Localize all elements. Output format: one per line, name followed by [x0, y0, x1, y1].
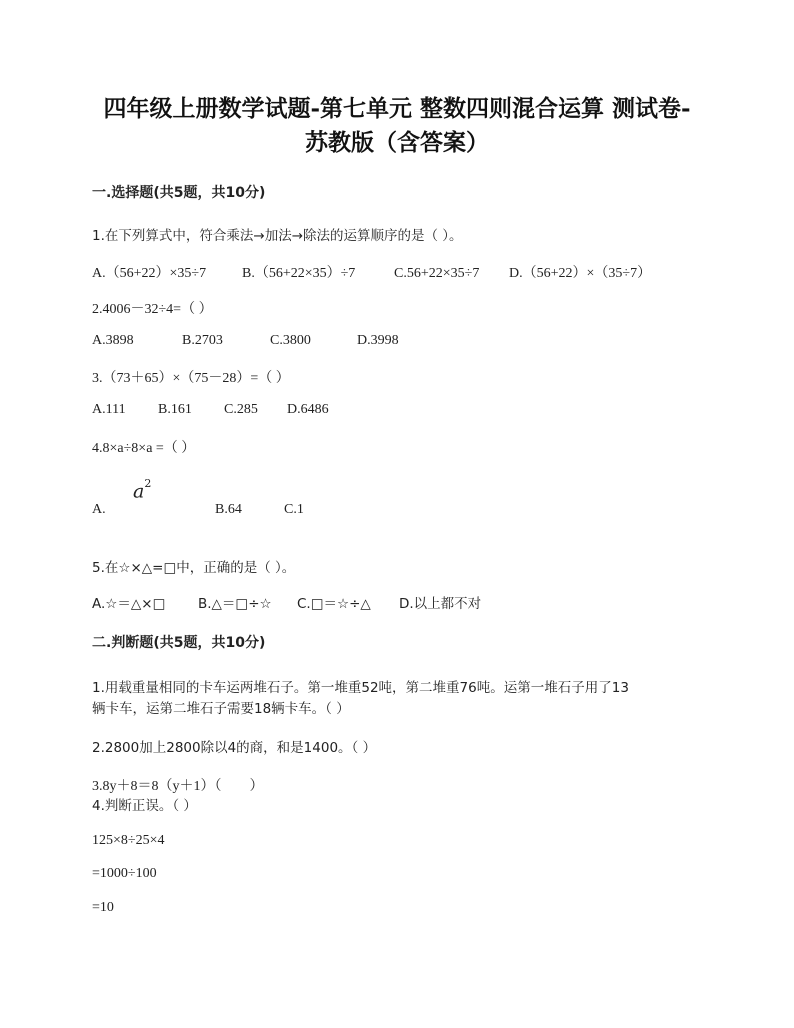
option-d: D.以上都不对	[399, 596, 482, 612]
question-text: 1.用载重量相同的卡车运两堆石子。第一堆重52吨，第二堆重76吨。运第一堆石子用了13	[92, 680, 629, 696]
section-heading-choice: 一.选择题(共5题，共10分)	[92, 185, 266, 201]
option-b: B.161	[158, 402, 192, 417]
question-text: 3.（73＋65）×（75－28）=（ ）	[92, 371, 290, 386]
option-c: C.285	[224, 402, 258, 417]
option-a: A.☆＝△×□	[92, 596, 166, 612]
option-a: A.111	[92, 402, 126, 417]
question-options	[92, 402, 329, 418]
question-options	[92, 262, 651, 282]
title-line-1: 四年级上册数学试题-第七单元 整数四则混合运算 测试卷-	[103, 95, 691, 122]
option-c: C.56+22×35÷7	[394, 266, 480, 281]
calc-step: =1000÷100	[92, 866, 157, 881]
option-a: A.	[92, 502, 106, 517]
option-d: D.（56+22）×（35÷7）	[509, 266, 652, 281]
option-b: B.64	[215, 502, 242, 517]
option-c: C.□＝☆÷△	[297, 596, 371, 612]
question-text: 2.4006－32÷4=（ ）	[92, 302, 213, 317]
question-text: 4.判断正误。（ ）	[92, 798, 197, 814]
option-d: D.3998	[357, 333, 399, 348]
document-title	[60, 92, 734, 160]
question-text: 2.2800加上2800除以4的商，和是1400。（ ）	[92, 740, 377, 756]
calc-step: 125×8÷25×4	[92, 833, 165, 848]
question-options	[92, 502, 304, 518]
question-options	[92, 592, 481, 612]
option-b: B.（56+22×35）÷7	[242, 266, 356, 281]
option-c: C.3800	[270, 333, 311, 348]
option-b: B.2703	[182, 333, 223, 348]
option-a: A.3898	[92, 333, 134, 348]
question-text: 1.在下列算式中，符合乘法→加法→除法的运算顺序的是（ ）。	[92, 228, 463, 244]
question-text: 5.在☆×△=□中，正确的是（ ）。	[92, 560, 296, 576]
option-a: A.（56+22）×35÷7	[92, 266, 207, 281]
question-text: 4.8×a÷8×a =（ ）	[92, 441, 196, 456]
option-d: D.6486	[287, 402, 329, 417]
question-text: 辆卡车，运第二堆石子需要18辆卡车。（ ）	[92, 701, 350, 717]
title-line-2: 苏教版（含答案）	[305, 129, 489, 156]
section-heading-judgment: 二.判断题(共5题，共10分)	[92, 635, 266, 651]
math-a-squared: $a^2$	[133, 477, 152, 503]
question-options	[92, 333, 399, 349]
question-text: 3.8y＋8＝8（y＋1）（ ）	[92, 779, 264, 794]
calc-step: =10	[92, 900, 114, 915]
option-c: C.1	[284, 502, 304, 517]
option-b: B.△＝□÷☆	[198, 596, 272, 612]
